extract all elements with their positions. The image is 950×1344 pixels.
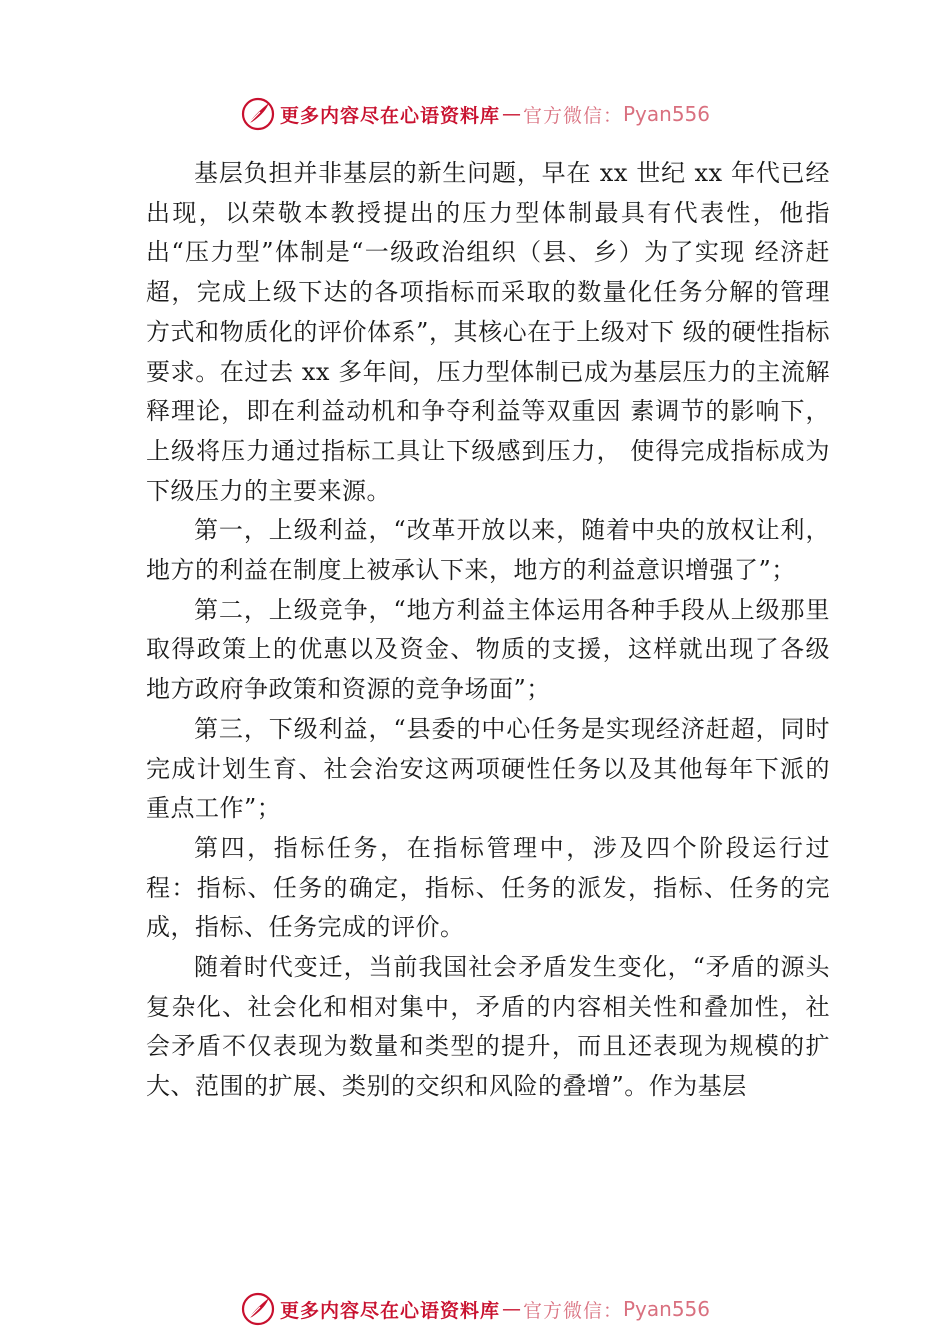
banner-wechat-id: Pyan556	[623, 1297, 711, 1321]
banner-wechat-label: 官方微信：	[522, 1299, 623, 1322]
quill-logo-icon	[240, 1291, 276, 1327]
paragraph-changes: 随着时代变迁，当前我国社会矛盾发生变化，“矛盾的源头复杂化、社会化和相对集中，矛盾的内容相关性和叠加性，社会矛盾不仅表现为数量和类型的提升，而且还表现为规模的扩大、范围的扩展、类别的交织和风险的叠增”。作为基层	[146, 953, 830, 1101]
quill-logo-icon	[240, 96, 276, 132]
banner-site-name: 更多内容尽在心语资料库	[279, 1299, 500, 1322]
footer-banner	[0, 1289, 950, 1329]
banner-site-name: 更多内容尽在心语资料库	[279, 104, 500, 127]
banner-dash: —	[501, 103, 521, 125]
document-body	[146, 154, 830, 1107]
banner-wechat-label: 官方微信：	[522, 104, 623, 127]
paragraph-first: 第一，上级利益，“改革开放以来，随着中央的放权让利，地方的利益在制度上被承认下来，地方的利益意识增强了”；	[146, 516, 830, 585]
header-banner	[0, 94, 950, 134]
paragraph-third: 第三，下级利益，“县委的中心任务是实现经济赶超，同时完成计划生育、社会治安这两项硬性任务以及其他每年下派的重点工作”；	[146, 714, 830, 823]
banner-wechat-id: Pyan556	[623, 102, 711, 126]
paragraph-fourth: 第四，指标任务，在指标管理中，涉及四个阶段运行过程：指标、任务的确定，指标、任务的派发，指标、任务的完成，指标、任务完成的评价。	[146, 833, 830, 942]
paragraph-second: 第二，上级竞争，“地方利益主体运用各种手段从上级那里取得政策上的优惠以及资金、物质的支援，这样就出现了各级地方政府争政策和资源的竞争场面”；	[146, 595, 830, 704]
banner-dash: —	[501, 1298, 521, 1320]
paragraph-intro: 基层负担并非基层的新生问题，早在 xx 世纪 xx 年代已经出现，以荣敬本教授提出的压力型体制最具有代表性，他指出“压力型”体制是“一级政治组织（县、乡）为了实现 经济赶超，完成上级下达的各项指标而采取的数量化任务分解的管理方式和物质化的评价体系”，其核心在于上级对下 级的硬性指标要求。在过去 xx 多年间，压力型体制已成为基层压力的主流解释理论，即在利益动机和争夺利益等双重因 素调节的影响下，上级将压力通过指标工具让下级感到压力， 使得完成指标成为下级压力的主要来源。	[146, 159, 830, 505]
